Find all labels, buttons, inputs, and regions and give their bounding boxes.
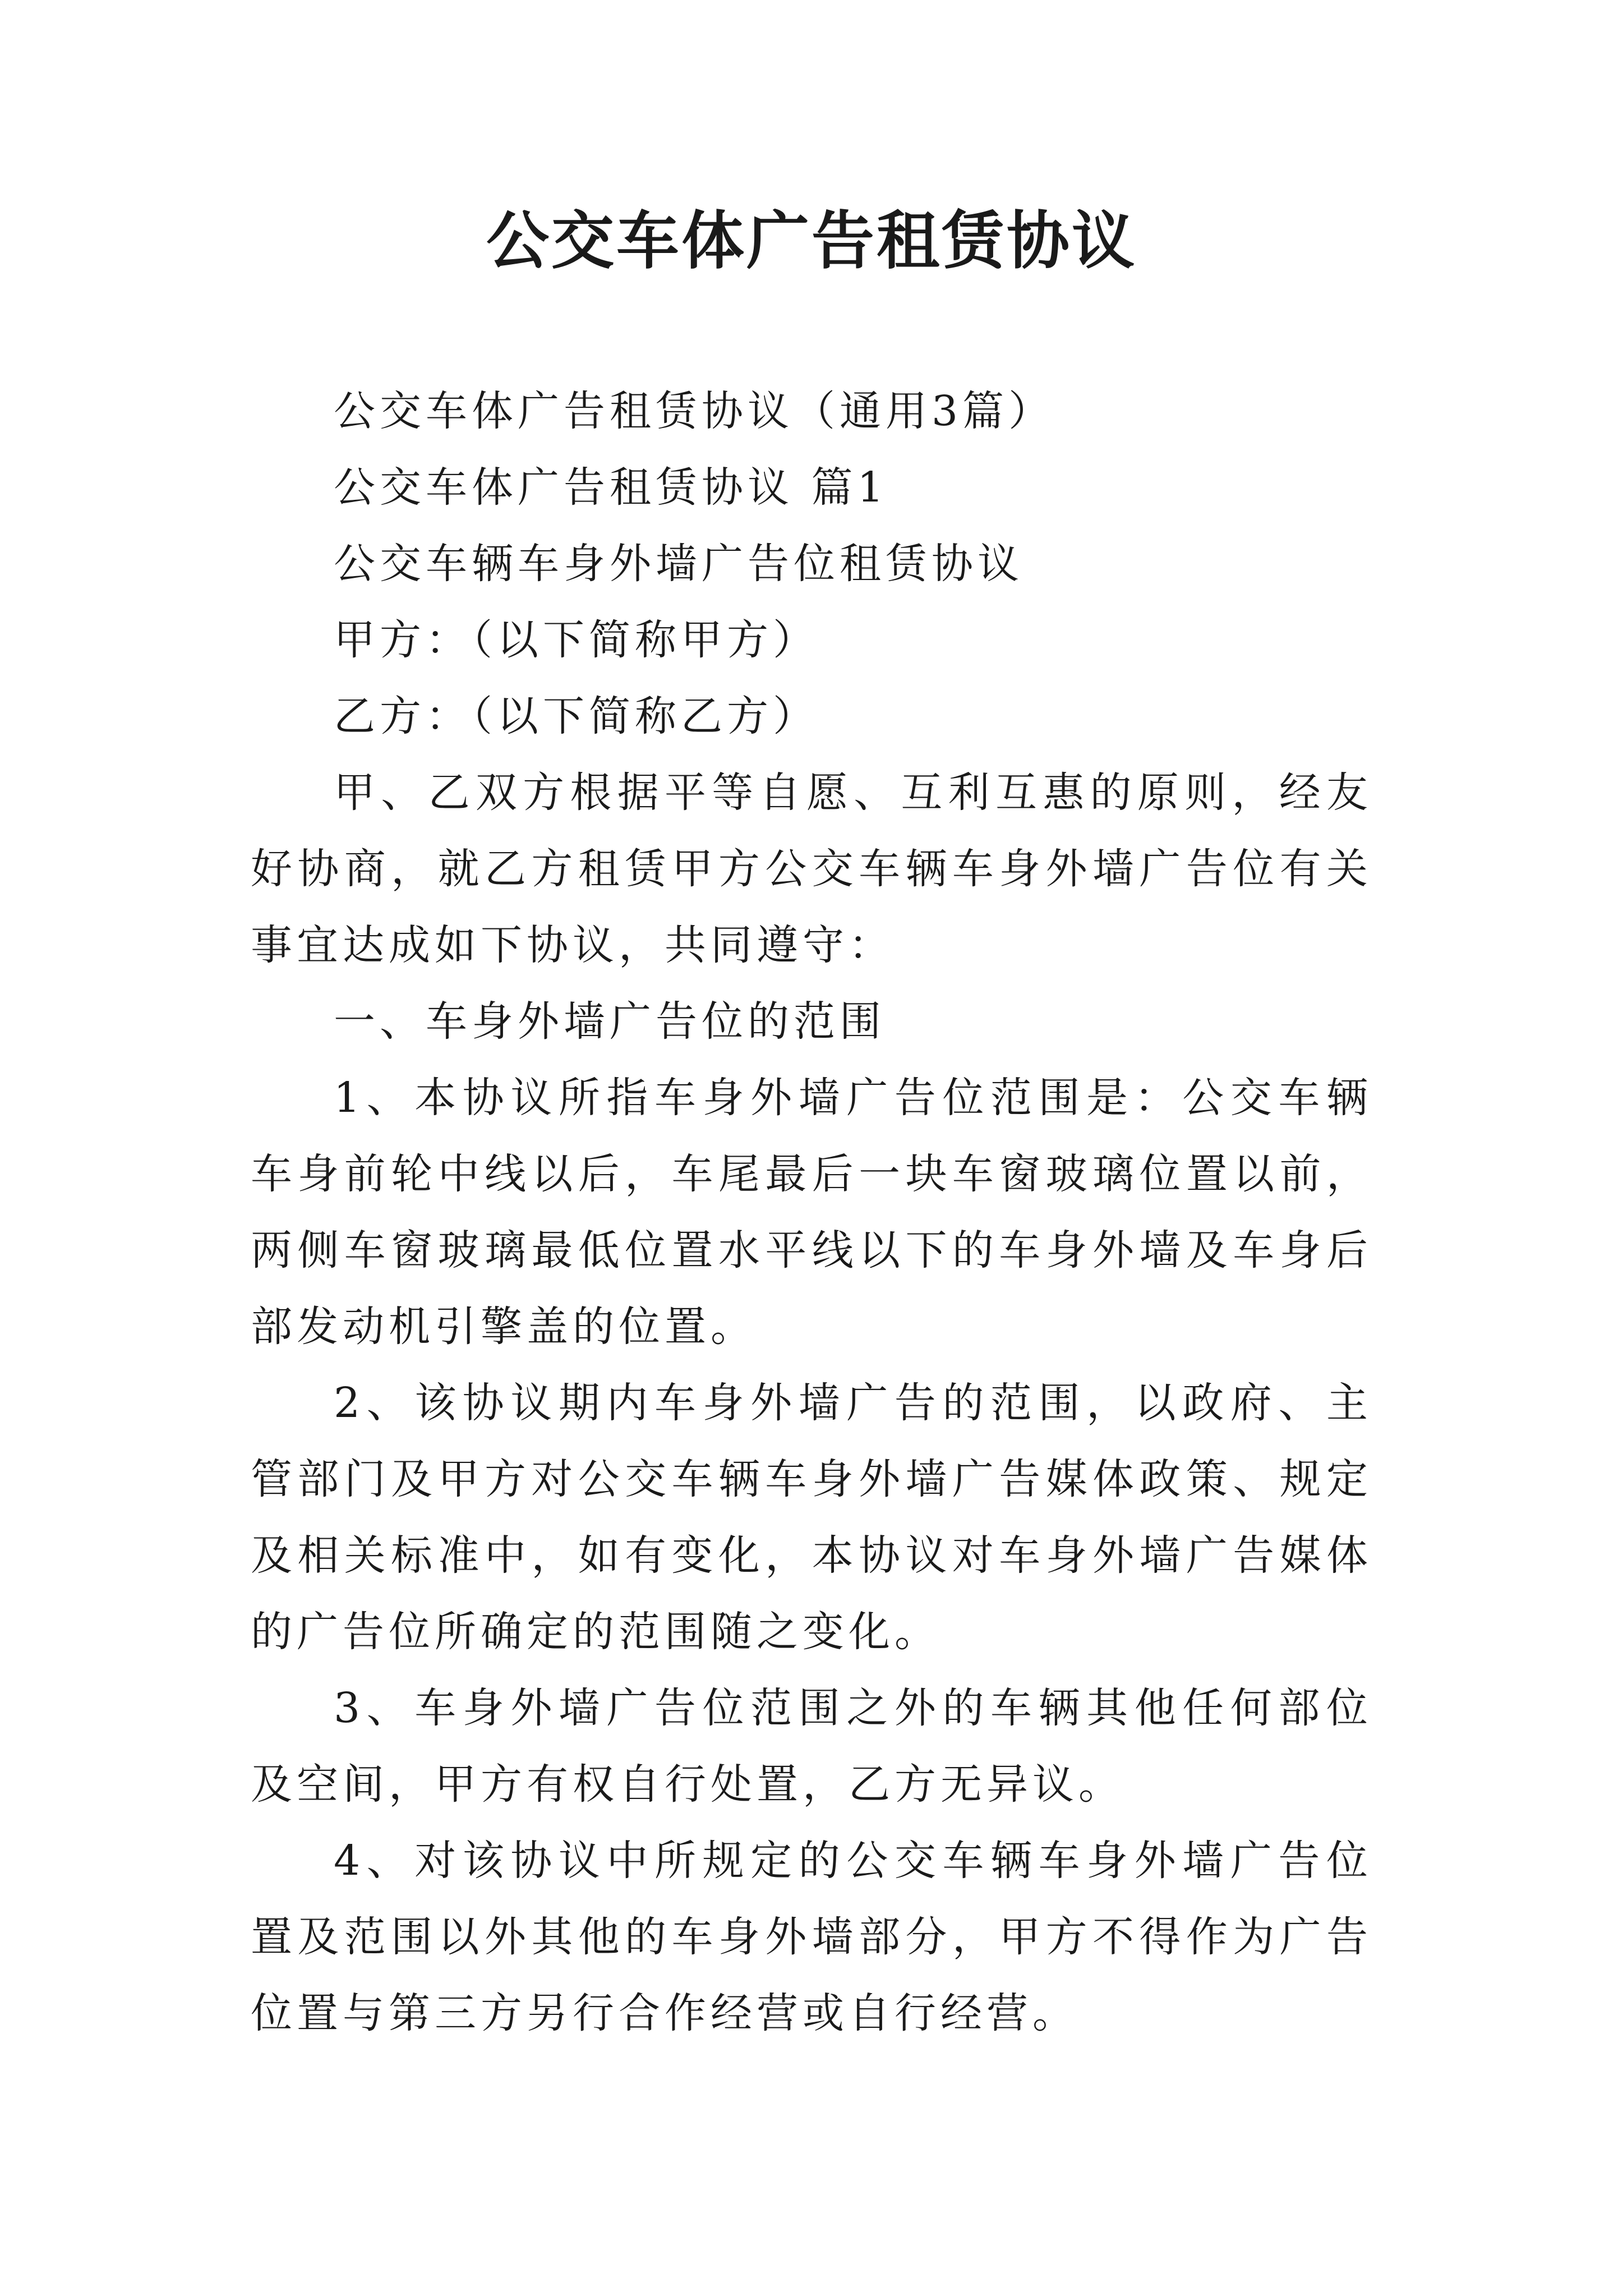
paragraph-section-heading: 一、车身外墙广告位的范围 — [334, 997, 886, 1046]
paragraph-subtitle: 公交车体广告租赁协议（通用3篇） — [334, 387, 1055, 435]
document-body — [251, 373, 1372, 2051]
paragraph-clause-3: 3、车身外墙广告位范围之外的车辆其他任何部位及空间，甲方有权自行处置，乙方无异议。 — [251, 1684, 1372, 1809]
paragraph-clause-2: 2、该协议期内车身外墙广告的范围，以政府、主管部门及甲方对公交车辆车身外墙广告媒体政策、规定及相关标准中，如有变化，本协议对车身外墙广告媒体的广告位所确定的范围随之变化。 — [251, 1379, 1372, 1656]
paragraph-chapter-heading: 公交车体广告租赁协议 篇1 — [334, 463, 888, 512]
paragraph-clause-1: 1、本协议所指车身外墙广告位范围是：公交车辆车身前轮中线以后，车尾最后一块车窗玻璃位置以前，两侧车窗玻璃最低位置水平线以下的车身外墙及车身后部发动机引擎盖的位置。 — [251, 1074, 1372, 1351]
document-title: 公交车体广告租赁协议 — [486, 204, 1137, 278]
paragraph-preamble: 甲、乙双方根据平等自愿、互利互惠的原则，经友好协商，就乙方租赁甲方公交车辆车身外墙广告位有关事宜达成如下协议，共同遵守： — [251, 769, 1372, 969]
paragraph-party-a: 甲方：（以下简称甲方） — [334, 616, 819, 664]
paragraph-clause-4: 4、对该协议中所规定的公交车辆车身外墙广告位置及范围以外其他的车身外墙部分，甲方不得作为广告位置与第三方另行合作经营或自行经营。 — [251, 1837, 1372, 2037]
paragraph-party-b: 乙方：（以下简称乙方） — [334, 692, 819, 740]
paragraph-agreement-name: 公交车辆车身外墙广告位租赁协议 — [334, 540, 1023, 588]
